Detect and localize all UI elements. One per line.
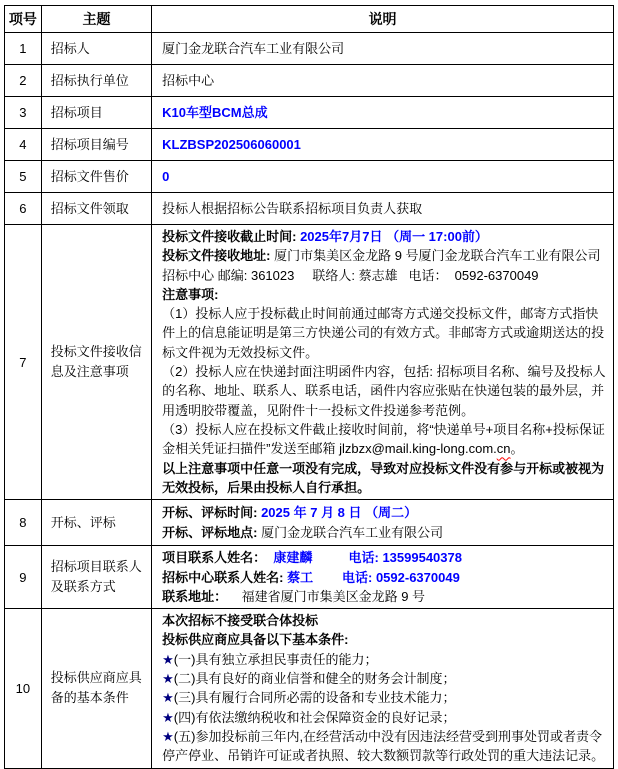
star-bullet-icon: ★ bbox=[162, 709, 174, 725]
description-cell bbox=[152, 161, 614, 193]
subject-cell: 招标项目编号 bbox=[41, 129, 151, 161]
description-line bbox=[162, 199, 607, 218]
table-row bbox=[5, 225, 614, 500]
text-segment: 投标人根据招标公告联系招标项目负责人获取 bbox=[162, 200, 423, 216]
table-row bbox=[5, 500, 614, 546]
text-segment: 联系地址： bbox=[162, 588, 228, 604]
description-cell bbox=[152, 65, 614, 97]
description-cell bbox=[152, 546, 614, 609]
text-segment: cn bbox=[496, 441, 511, 457]
description-line bbox=[162, 167, 607, 186]
description-line bbox=[162, 727, 607, 766]
star-bullet-icon: ★ bbox=[162, 690, 174, 706]
text-segment: 以上注意事项中任意一项没有完成，导致对应投标文件没有参与开标或被视为无效投标，后果由投标人自行承担。 bbox=[162, 460, 605, 495]
table-row bbox=[5, 97, 614, 129]
description-cell bbox=[152, 609, 614, 768]
description-line bbox=[162, 688, 607, 707]
item-number: 5 bbox=[5, 161, 42, 193]
text-segment: KLZBSP202506060001 bbox=[162, 136, 301, 152]
table-row bbox=[5, 65, 614, 97]
text-segment: 注意事项: bbox=[162, 286, 219, 302]
header-description: 说明 bbox=[152, 6, 614, 33]
description-line bbox=[162, 420, 607, 459]
description-line bbox=[162, 669, 607, 688]
text-segment: 投标文件接收截止时间: bbox=[162, 229, 301, 244]
description-line bbox=[162, 503, 607, 522]
text-segment: 项目联系人姓名： bbox=[162, 550, 274, 566]
text-segment: 福建省厦门市集美区金龙路 9 号 bbox=[227, 588, 426, 604]
table-row bbox=[5, 33, 614, 65]
description-line bbox=[162, 71, 607, 90]
description-line bbox=[162, 304, 607, 362]
subject-cell: 投标文件接收信息及注意事项 bbox=[41, 225, 151, 500]
star-bullet-icon: ★ bbox=[162, 651, 174, 667]
description-line bbox=[162, 39, 607, 58]
description-cell bbox=[152, 225, 614, 500]
description-cell bbox=[152, 500, 614, 546]
text-segment: 电话: 0592-6370049 bbox=[342, 569, 460, 585]
subject-cell: 招标项目 bbox=[41, 97, 151, 129]
table-row bbox=[5, 609, 614, 768]
header-item-no: 项号 bbox=[5, 6, 42, 33]
description-line bbox=[162, 548, 607, 567]
description-line bbox=[162, 587, 607, 606]
description-line bbox=[162, 523, 607, 542]
description-line bbox=[162, 568, 607, 587]
subject-cell: 招标项目联系人及联系方式 bbox=[41, 546, 151, 609]
text-segment: K10车型BCM总成 bbox=[162, 104, 268, 120]
text-segment: 投标文件接收地址: bbox=[162, 248, 275, 264]
item-number: 4 bbox=[5, 129, 42, 161]
text-segment: （3）投标人应在投标文件截止接收时间前，将“快递单号+项目名称+投标保证金相关凭证扫描件”发送至邮箱 jlzbzx@mail.king-long.com. bbox=[162, 421, 605, 457]
item-number: 7 bbox=[5, 225, 42, 500]
description-line bbox=[162, 611, 607, 630]
text-segment: 康建麟 bbox=[273, 550, 313, 566]
text-segment: （2）投标人应在快递封面注明函件内容，包括: 招标项目名称、编号及投标人的名称、地址、联系人、联系电话，函件内容应张贴在快递包装的最外层，并用透明胶带覆盖，见附件十一投标文件投递参考范例。 bbox=[162, 364, 606, 418]
star-bullet-icon: ★ bbox=[162, 671, 174, 687]
subject-cell: 招标人 bbox=[41, 33, 151, 65]
description-line bbox=[162, 135, 607, 154]
text-segment: 投标供应商应具备以下基本条件: bbox=[162, 632, 349, 648]
tender-info-table bbox=[4, 5, 614, 769]
description-cell bbox=[152, 193, 614, 225]
text-segment: 本次招标不接受联合体投标 bbox=[162, 613, 319, 629]
item-number: 9 bbox=[5, 546, 42, 609]
text-segment: (四)有依法缴纳税收和社会保障资金的良好记录； bbox=[173, 709, 456, 725]
text-segment: 。 bbox=[510, 441, 524, 457]
text-segment: (三)具有履行合同所必需的设备和专业技术能力； bbox=[173, 690, 456, 706]
text-segment: 厦门金龙联合汽车工业有限公司 bbox=[162, 40, 345, 56]
text-segment: 厦门市集美区金龙路 9 号厦门金龙联合汽车工业有限公司招标中心 邮编: 361023 联络人: 蔡志雄 电话： 0592-6370049 bbox=[162, 248, 601, 283]
description-line bbox=[162, 227, 607, 246]
text-segment: 厦门金龙联合汽车工业有限公司 bbox=[261, 524, 444, 540]
description-line bbox=[162, 246, 607, 285]
text-segment: 开标、评标时间: bbox=[162, 505, 262, 521]
table-row bbox=[5, 193, 614, 225]
item-number: 10 bbox=[5, 609, 42, 768]
table-body bbox=[5, 33, 614, 769]
text-segment: (二)具有良好的商业信誉和健全的财务会计制度； bbox=[173, 671, 456, 687]
subject-cell: 招标文件售价 bbox=[41, 161, 151, 193]
description-line bbox=[162, 708, 607, 727]
table-header bbox=[5, 6, 614, 33]
subject-cell: 投标供应商应具备的基本条件 bbox=[41, 609, 151, 768]
text-segment: 招标中心 bbox=[162, 72, 215, 88]
text-segment: 2025年7月7日 （周一 17:00前） bbox=[300, 229, 488, 244]
text-segment: (五)参加投标前三年内,在经营活动中没有因违法经营受到刑事处罚或者责令停产停业、吊销许可证或者执照、较大数额罚款等行政处罚的重大违法记录。 bbox=[162, 728, 605, 764]
text-segment bbox=[312, 550, 348, 565]
text-segment: 招标中心联系人姓名: bbox=[162, 569, 288, 585]
item-number: 8 bbox=[5, 500, 42, 546]
description-line bbox=[162, 285, 607, 304]
text-segment bbox=[313, 570, 342, 585]
header-subject: 主题 bbox=[41, 6, 151, 33]
item-number: 3 bbox=[5, 97, 42, 129]
description-cell bbox=[152, 33, 614, 65]
subject-cell: 招标文件领取 bbox=[41, 193, 151, 225]
description-line bbox=[162, 459, 607, 498]
text-segment: （1）投标人应于投标截止时间前通过邮寄方式递交投标文件，邮寄方式指快件上的信息能证明是第三方快递公司的有效方式。非邮寄方式或逾期送达的投标文件视为无效投标文件。 bbox=[162, 306, 605, 360]
subject-cell: 开标、评标 bbox=[41, 500, 151, 546]
item-number: 2 bbox=[5, 65, 42, 97]
star-bullet-icon: ★ bbox=[162, 728, 174, 744]
text-segment: (一)具有独立承担民事责任的能力； bbox=[173, 651, 378, 667]
description-cell bbox=[152, 97, 614, 129]
subject-cell: 招标执行单位 bbox=[41, 65, 151, 97]
description-line bbox=[162, 103, 607, 122]
text-segment: 蔡工 bbox=[287, 569, 314, 585]
table-row bbox=[5, 129, 614, 161]
description-cell bbox=[152, 129, 614, 161]
table-row bbox=[5, 161, 614, 193]
description-line bbox=[162, 650, 607, 669]
table-row bbox=[5, 546, 614, 609]
item-number: 1 bbox=[5, 33, 42, 65]
text-segment: 电话: 13599540378 bbox=[348, 550, 462, 566]
description-line bbox=[162, 630, 607, 649]
description-line bbox=[162, 362, 607, 420]
text-segment: 0 bbox=[162, 168, 170, 184]
text-segment: 开标、评标地点: bbox=[162, 524, 262, 540]
item-number: 6 bbox=[5, 193, 42, 225]
text-segment: 2025 年 7 月 8 日 （周二） bbox=[261, 505, 418, 521]
